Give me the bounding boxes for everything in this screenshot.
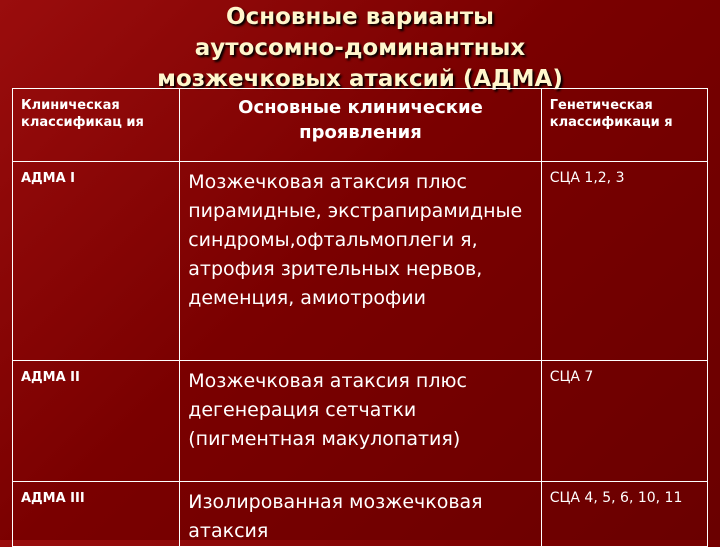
header-genetic-classification: Генетическая классификаци я xyxy=(549,98,673,130)
table-header-row xyxy=(13,89,708,162)
header-cell-manifestations xyxy=(180,89,542,162)
row-name-cell xyxy=(13,482,180,547)
row-genetic-cell xyxy=(541,361,707,482)
header-clinical-classification: Клиническая классификац ия xyxy=(21,98,144,130)
slide-title-line-2: аутосомно-доминантных xyxy=(194,35,526,61)
ataxia-classification-table xyxy=(12,88,708,547)
table-row xyxy=(13,361,708,482)
row-name: АДМА III xyxy=(21,491,85,506)
header-cell-clinical xyxy=(13,89,180,162)
row-description: Мозжечковая атаксия плюс пирамидные, экстрапирамидные синдромы,офтальмоплеги я, атрофия зрительных нервов, деменция, амиотрофии xyxy=(188,171,523,309)
row-genetic: СЦА 4, 5, 6, 10, 11 xyxy=(549,490,683,506)
table-row xyxy=(13,482,708,547)
row-description: Мозжечковая атаксия плюс дегенерация сетчатки (пигментная макулопатия) xyxy=(188,370,467,450)
row-name-cell xyxy=(13,162,180,361)
row-description-cell xyxy=(180,162,542,361)
row-name: АДМА I xyxy=(21,171,75,186)
header-clinical-manifestations: Основные клинические проявления xyxy=(238,97,483,143)
row-description-cell xyxy=(180,482,542,547)
row-genetic: СЦА 1,2, 3 xyxy=(549,170,625,186)
header-cell-genetic xyxy=(541,89,707,162)
row-name-cell xyxy=(13,361,180,482)
slide-title-line-3: мозжечковых атаксий (АДМА) xyxy=(157,66,563,92)
row-name: АДМА II xyxy=(21,370,80,385)
row-genetic-cell xyxy=(541,482,707,547)
slide-title-line-1: Основные варианты xyxy=(226,4,494,30)
row-genetic-cell xyxy=(541,162,707,361)
slide-title xyxy=(0,2,720,95)
row-genetic: СЦА 7 xyxy=(549,369,594,385)
row-description-cell xyxy=(180,361,542,482)
row-description: Изолированная мозжечковая атаксия xyxy=(188,491,483,542)
table-row xyxy=(13,162,708,361)
